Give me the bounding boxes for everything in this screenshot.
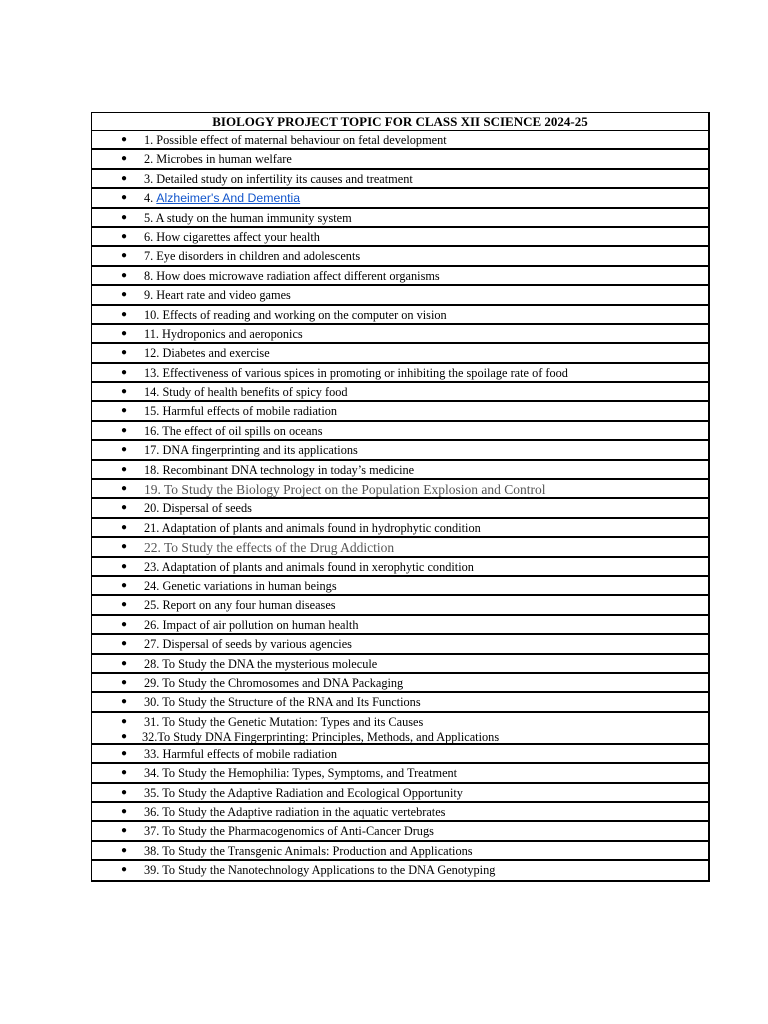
topic-text: 33. Harmful effects of mobile radiation: [144, 746, 338, 761]
bullet-icon: ●: [121, 767, 128, 779]
table-row: [92, 822, 708, 841]
topic-text: 2. Microbes in human welfare: [144, 152, 292, 167]
topic-text: 30. To Study the Structure of the RNA and Its Functions: [144, 695, 421, 710]
bullet-icon: ●: [121, 521, 128, 533]
table-row: [92, 344, 708, 363]
table-row: [92, 842, 708, 861]
bullet-icon: ●: [121, 579, 128, 591]
topic-text: 36. To Study the Adaptive radiation in the aquatic vertebrates: [144, 804, 446, 819]
bullet-icon: ●: [121, 864, 128, 876]
topic-text: 8. How does microwave radiation affect different organisms: [144, 268, 440, 283]
bullet-icon: ●: [121, 786, 128, 798]
topic-link[interactable]: Alzheimer's And Dementia: [156, 191, 301, 206]
table-row: [92, 286, 708, 305]
topic-text: 16. The effect of oil spills on oceans: [144, 423, 323, 438]
bullet-icon: ●: [121, 638, 128, 650]
bullet-icon: ●: [121, 308, 128, 320]
topic-text: 13. Effectiveness of various spices in promoting or inhibiting the spoilage rate of food: [144, 365, 568, 380]
table-row: [92, 189, 708, 208]
table-row: [92, 577, 708, 596]
table-row: [92, 150, 708, 169]
table-row: [92, 538, 708, 557]
topic-text: 18. Recombinant DNA technology in today’s medicine: [144, 462, 415, 477]
bullet-icon: ●: [121, 618, 128, 630]
table-row: [92, 655, 708, 674]
topic-text: 24. Genetic variations in human beings: [144, 578, 337, 593]
table-row: [92, 441, 708, 460]
bullet-icon: ●: [121, 696, 128, 708]
table-row: [92, 784, 708, 803]
table-row: [92, 247, 708, 266]
bullet-icon: ●: [121, 230, 128, 242]
bullet-icon: ●: [121, 599, 128, 611]
topic-text: 26. Impact of air pollution on human health: [144, 617, 359, 632]
bullet-icon: ●: [121, 347, 128, 359]
bullet-icon: ●: [121, 250, 128, 262]
bullet-icon: ●: [121, 134, 128, 145]
topic-text: 38. To Study the Transgenic Animals: Production and Applications: [144, 843, 473, 858]
topic-text: 34. To Study the Hemophilia: Types, Symptoms, and Treatment: [144, 766, 458, 781]
bullet-icon: ●: [121, 560, 128, 572]
bullet-icon: ●: [121, 502, 128, 514]
table-row: [92, 713, 708, 745]
table-row: [92, 131, 708, 150]
topic-text: 5. A study on the human immunity system: [144, 210, 352, 225]
table-row: [92, 616, 708, 635]
topic-text: 1. Possible effect of maternal behaviour on fetal development: [144, 133, 447, 147]
topic-text: 23. Adaptation of plants and animals found in xerophytic condition: [144, 559, 474, 574]
table-row: [92, 635, 708, 654]
bullet-icon: ●: [121, 676, 128, 688]
bullet-icon: ●: [121, 366, 128, 378]
table-title: BIOLOGY PROJECT TOPIC FOR CLASS XII SCIENCE 2024-25: [92, 113, 708, 131]
bullet-icon: ●: [121, 805, 128, 817]
topic-text: 39. To Study the Nanotechnology Applications to the DNA Genotyping: [144, 863, 496, 878]
table-row: [92, 764, 708, 783]
table-row: [92, 596, 708, 615]
bullet-icon: ●: [121, 657, 128, 669]
bullet-icon: ●: [121, 730, 128, 742]
table-row: [92, 803, 708, 822]
bullet-icon: ●: [121, 844, 128, 856]
topic-text: 12. Diabetes and exercise: [144, 346, 270, 361]
table-row: [92, 480, 708, 499]
topic-text: 17. DNA fingerprinting and its applications: [144, 443, 358, 458]
topic-text: 11. Hydroponics and aeroponics: [144, 326, 303, 341]
table-row: [92, 306, 708, 325]
bullet-icon: ●: [121, 747, 128, 759]
bullet-icon: ●: [121, 483, 128, 495]
table-row: [92, 558, 708, 577]
topic-text: [144, 191, 300, 206]
table-row: [92, 499, 708, 518]
topic-text: 35. To Study the Adaptive Radiation and Ecological Opportunity: [144, 785, 463, 800]
topic-list: [92, 131, 708, 880]
topic-text: 7. Eye disorders in children and adolescents: [144, 249, 361, 264]
table-row: [92, 461, 708, 480]
topic-text: 10. Effects of reading and working on the computer on vision: [144, 307, 447, 322]
topic-text: 14. Study of health benefits of spicy food: [144, 385, 348, 400]
bullet-icon: ●: [121, 211, 128, 223]
topic-text: 27. Dispersal of seeds by various agencies: [144, 637, 352, 652]
table-row: [92, 693, 708, 712]
bullet-icon: ●: [121, 444, 128, 456]
bullet-icon: ●: [121, 825, 128, 837]
topic-text: 25. Report on any four human diseases: [144, 598, 336, 613]
topic-text: 22. To Study the effects of the Drug Addiction: [144, 540, 395, 556]
table-row: [92, 325, 708, 344]
table-row: [92, 519, 708, 538]
bullet-icon: ●: [121, 289, 128, 301]
topic-table: [91, 112, 710, 882]
table-row: [92, 745, 708, 764]
table-row: [92, 402, 708, 421]
topic-number: 4.: [144, 191, 157, 206]
bullet-icon: ●: [121, 269, 128, 281]
table-row: [92, 422, 708, 441]
bullet-icon: ●: [121, 192, 128, 204]
bullet-icon: ●: [121, 405, 128, 417]
table-row: [92, 364, 708, 383]
bullet-icon: ●: [121, 463, 128, 475]
table-row: [92, 228, 708, 247]
topic-text: 31. To Study the Genetic Mutation: Types and its Causes: [144, 714, 424, 729]
bullet-icon: ●: [121, 327, 128, 339]
bullet-icon: ●: [121, 541, 128, 553]
topic-text: 15. Harmful effects of mobile radiation: [144, 404, 338, 419]
topic-text: 29. To Study the Chromosomes and DNA Packaging: [144, 675, 404, 690]
topic-text: 20. Dispersal of seeds: [144, 501, 252, 516]
topic-text: 37. To Study the Pharmacogenomics of Anti-Cancer Drugs: [144, 824, 434, 839]
topic-text: 6. How cigarettes affect your health: [144, 229, 320, 244]
table-row: [92, 383, 708, 402]
topic-text: 3. Detailed study on infertility its causes and treatment: [144, 171, 413, 186]
bullet-icon: ●: [121, 153, 128, 165]
topic-text: 19. To Study the Biology Project on the Population Explosion and Control: [144, 482, 546, 498]
table-row: [92, 861, 708, 880]
topic-text: 21. Adaptation of plants and animals found in hydrophytic condition: [144, 520, 481, 535]
bullet-icon: ●: [121, 715, 128, 727]
topic-text: 32.To Study DNA Fingerprinting: Principles, Methods, and Applications: [142, 729, 500, 744]
table-row: [92, 267, 708, 286]
bullet-icon: ●: [121, 424, 128, 436]
bullet-icon: ●: [121, 172, 128, 184]
table-row: [92, 209, 708, 228]
topic-text: 28. To Study the DNA the mysterious molecule: [144, 656, 378, 671]
bullet-icon: ●: [121, 386, 128, 398]
table-row: [92, 674, 708, 693]
table-row: [92, 170, 708, 189]
topic-text: 9. Heart rate and video games: [144, 288, 291, 303]
